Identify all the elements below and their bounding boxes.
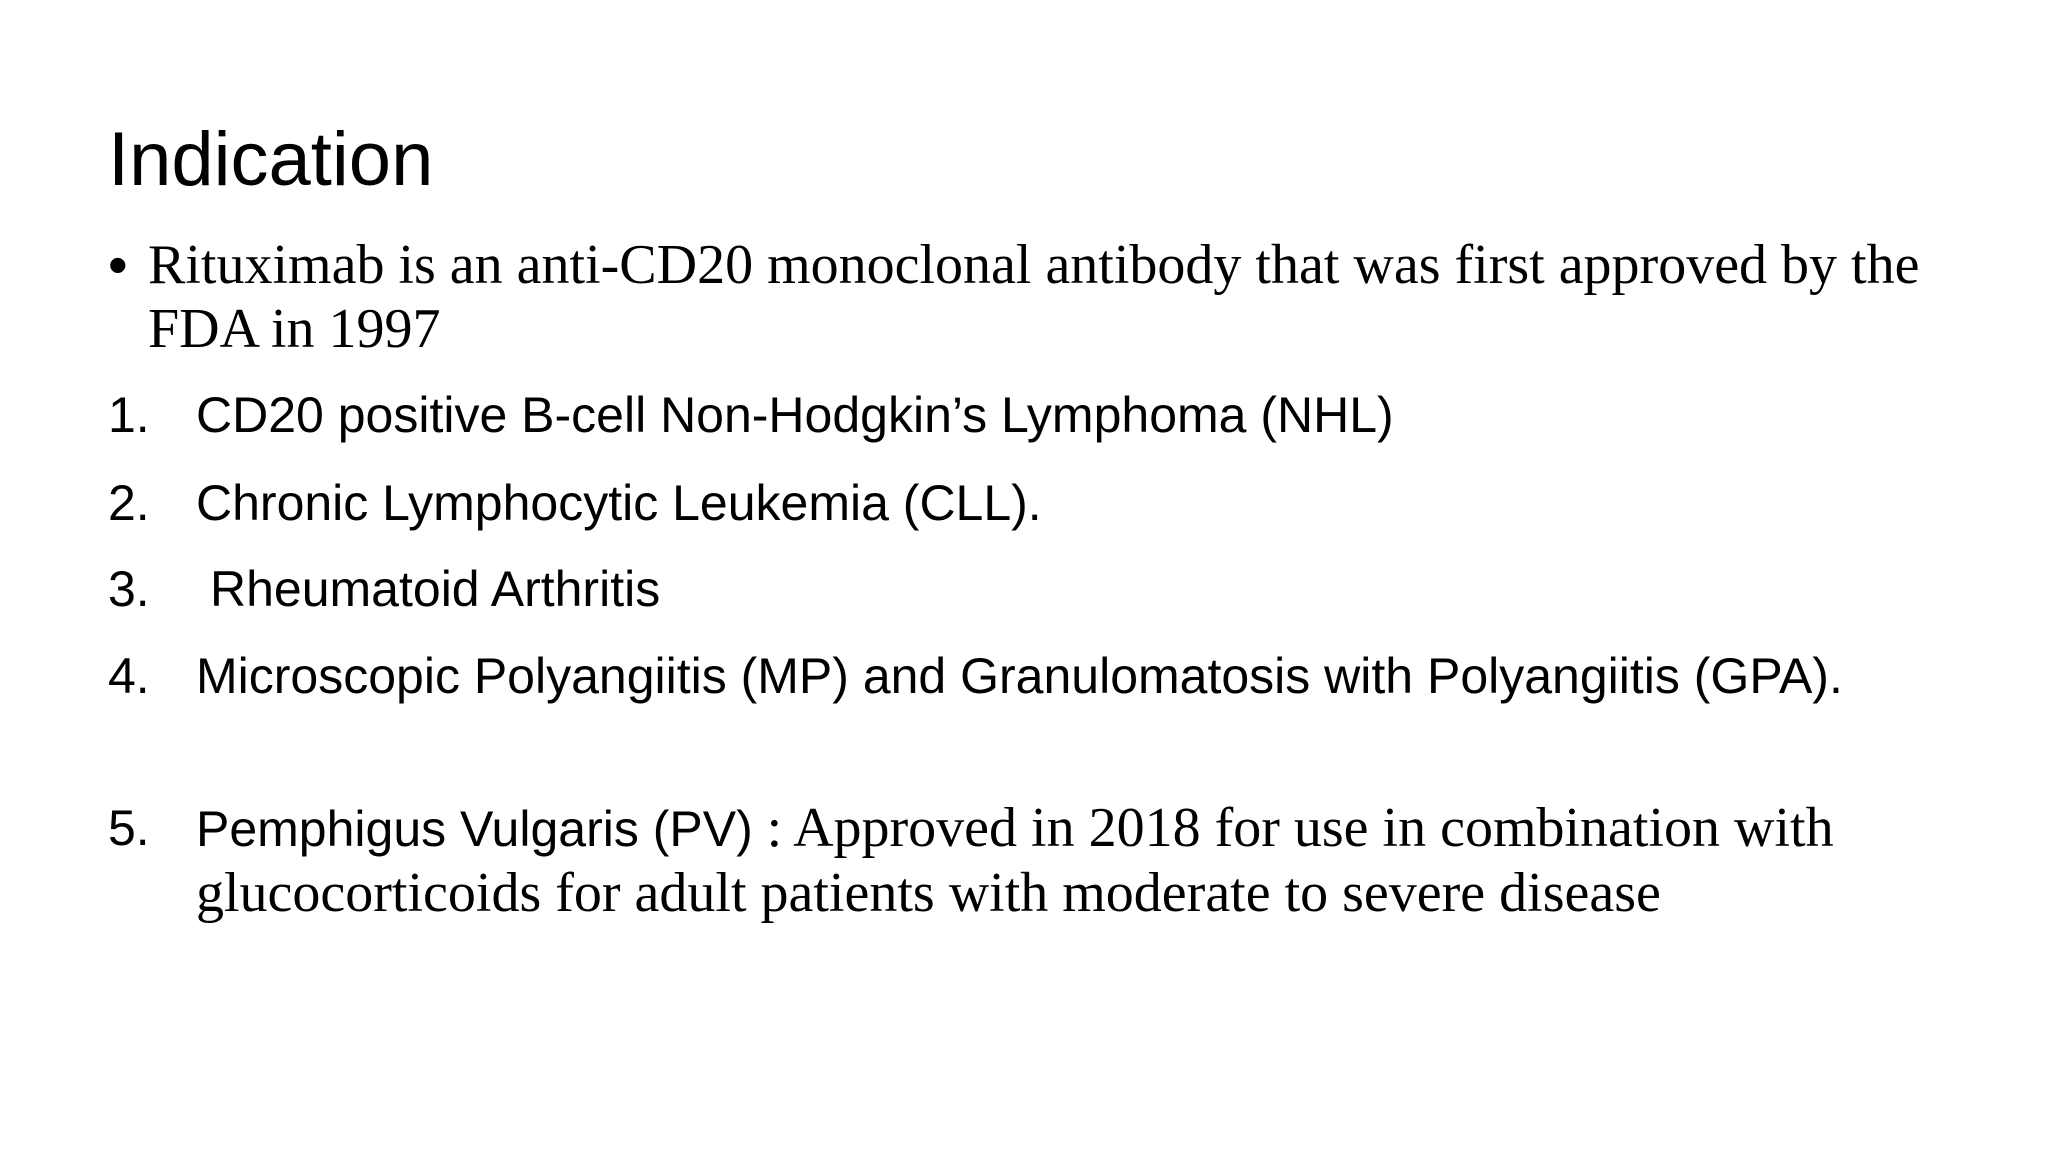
list-text: Chronic Lymphocytic Leukemia (CLL). <box>196 475 1042 531</box>
list-item <box>108 796 1928 926</box>
list-number: 3. <box>108 561 150 617</box>
list-text-detail: : Approved in 2018 for use in combination with glucocorticoids for adult patients with moderate to severe disease <box>196 797 1834 924</box>
list-text: Rheumatoid Arthritis <box>210 561 661 617</box>
slide-title: Indication <box>108 117 434 202</box>
list-text: CD20 positive B-cell Non-Hodgkin’s Lymphoma (NHL) <box>196 387 1394 443</box>
list-text <box>196 796 1928 926</box>
list-item <box>108 384 1928 447</box>
list-number: 5. <box>108 800 150 856</box>
list-number: 1. <box>108 387 150 443</box>
list-item <box>108 645 1928 708</box>
list-item <box>108 472 1928 535</box>
list-text-label: Pemphigus Vulgaris (PV) <box>196 801 767 857</box>
bullet-item <box>108 233 1928 361</box>
bullet-marker: • <box>108 233 128 296</box>
bullet-text: Rituximab is an anti-CD20 monoclonal antibody that was first approved by the FDA in 1997 <box>148 234 1920 360</box>
list-text: Microscopic Polyangiitis (MP) and Granulomatosis with Polyangiitis (GPA). <box>196 648 1843 704</box>
list-item <box>108 558 1928 621</box>
list-number: 4. <box>108 648 150 704</box>
list-number: 2. <box>108 475 150 531</box>
